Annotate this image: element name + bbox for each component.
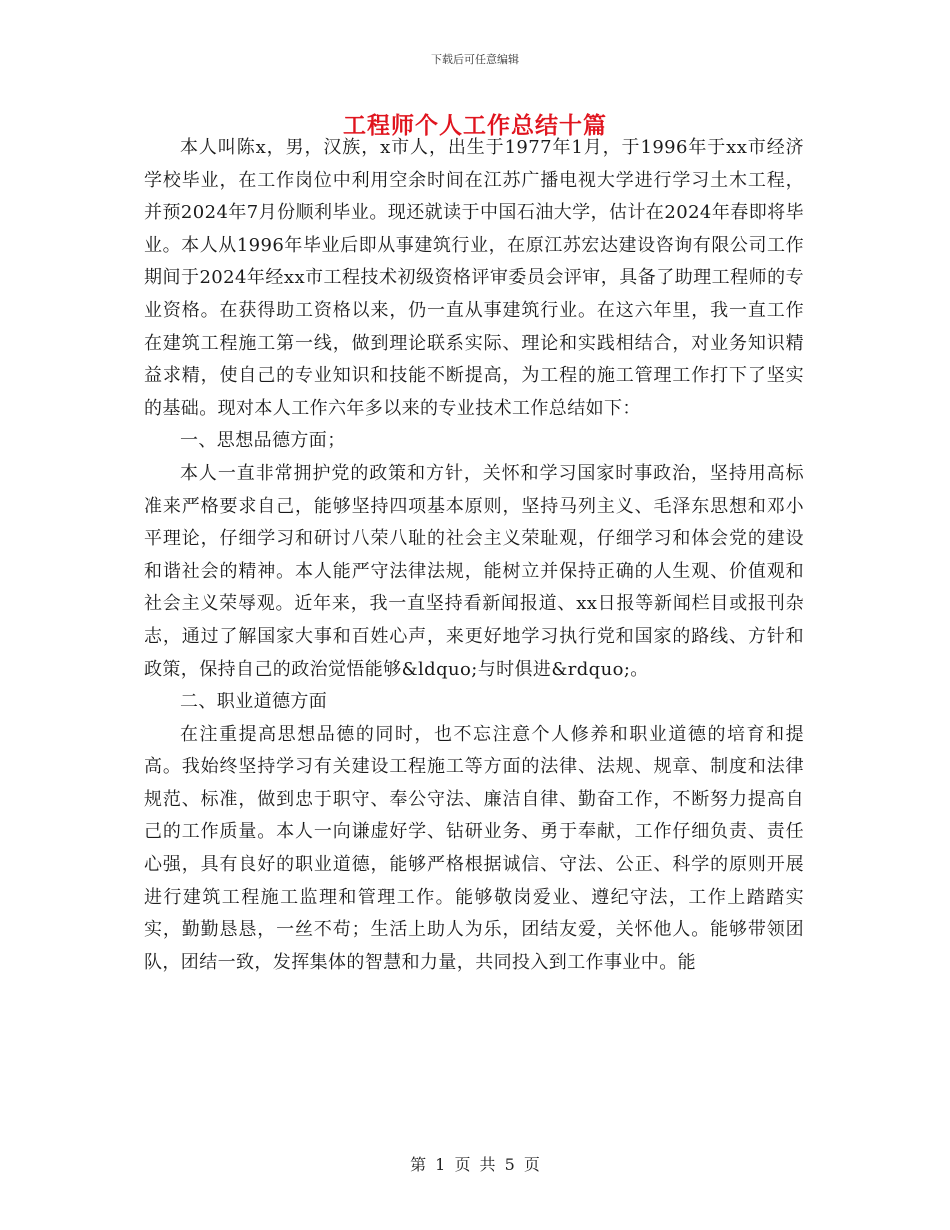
paragraph-ethics: 在注重提高思想品德的同时，也不忘注意个人修养和职业道德的培育和提高。我始终坚持学习有关建设工程施工等方面的法律、法规、规章、制度和法律规范、标准，做到忠于职守、奉公守法、廉洁自律、勤奋工作，不断努力提高自己的工作质量。本人一向谦虚好学、钻研业务、勇于奉献，工作仔细负责、责任心强，具有良好的职业道德，能够严格根据诚信、守法、公正、科学的原则开展进行建筑工程施工监理和管理工作。能够敬岗爱业、遵纪守法，工作上踏踏实实，勤勤恳恳，一丝不苟；生活上助人为乐，团结友爱，关怀他人。能够带领团队，团结一致，发挥集体的智慧和力量，共同投入到工作事业中。能 bbox=[144, 723, 804, 973]
page-header-note: 下载后可任意编辑 bbox=[431, 53, 519, 66]
paragraph-ideology: 本人一直非常拥护党的政策和方针，关怀和学习国家时事政治，坚持用高标准来严格要求自己，能够坚持四项基本原则，坚持马列主义、毛泽东思想和邓小平理论，仔细学习和研讨八荣八耻的社会主义荣耻观，仔细学习和体会党的建设和谐社会的精神。本人能严守法律法规，能树立并保持正确的人生观、价值观和社会主义荣辱观。近年来，我一直坚持看新闻报道、xx日报等新闻栏目或报刊杂志，通过了解国家大事和百姓心声，来更好地学习执行党和国家的路线、方针和政策，保持自己的政治觉悟能够&ldquo;与时俱进&rdquo;。 bbox=[144, 462, 804, 680]
section-heading-ethics: 二、职业道德方面 bbox=[180, 691, 328, 713]
section-heading-ideology: 一、思想品德方面； bbox=[180, 430, 346, 452]
paragraph-intro: 本人叫陈x，男，汉族，x市人，出生于1977年1月，于1996年于xx市经济学校毕业，在工作岗位中利用空余时间在江苏广播电视大学进行学习土木工程，并预2024年7月份顺利毕业。现还就读于中国石油大学，估计在2024年春即将毕业。本人从1996年毕业后即从事建筑行业，在原江苏宏达建设咨询有限公司工作期间于2024年经xx市工程技术初级资格评审委员会评审，具备了助理工程师的专业资格。在获得助工资格以来，仍一直从事建筑行业。在这六年里，我一直工作在建筑工程施工第一线，做到理论联系实际、理论和实践相结合，对业务知识精益求精，使自己的专业知识和技能不断提高，为工程的施工管理工作打下了坚实的基础。现对本人工作六年多以来的专业技术工作总结如下： bbox=[144, 137, 804, 419]
page-number: 第 1 页 共 5 页 bbox=[410, 1155, 540, 1174]
document-body bbox=[144, 132, 804, 979]
document-title: 工程师个人工作总结十篇 bbox=[343, 112, 607, 139]
